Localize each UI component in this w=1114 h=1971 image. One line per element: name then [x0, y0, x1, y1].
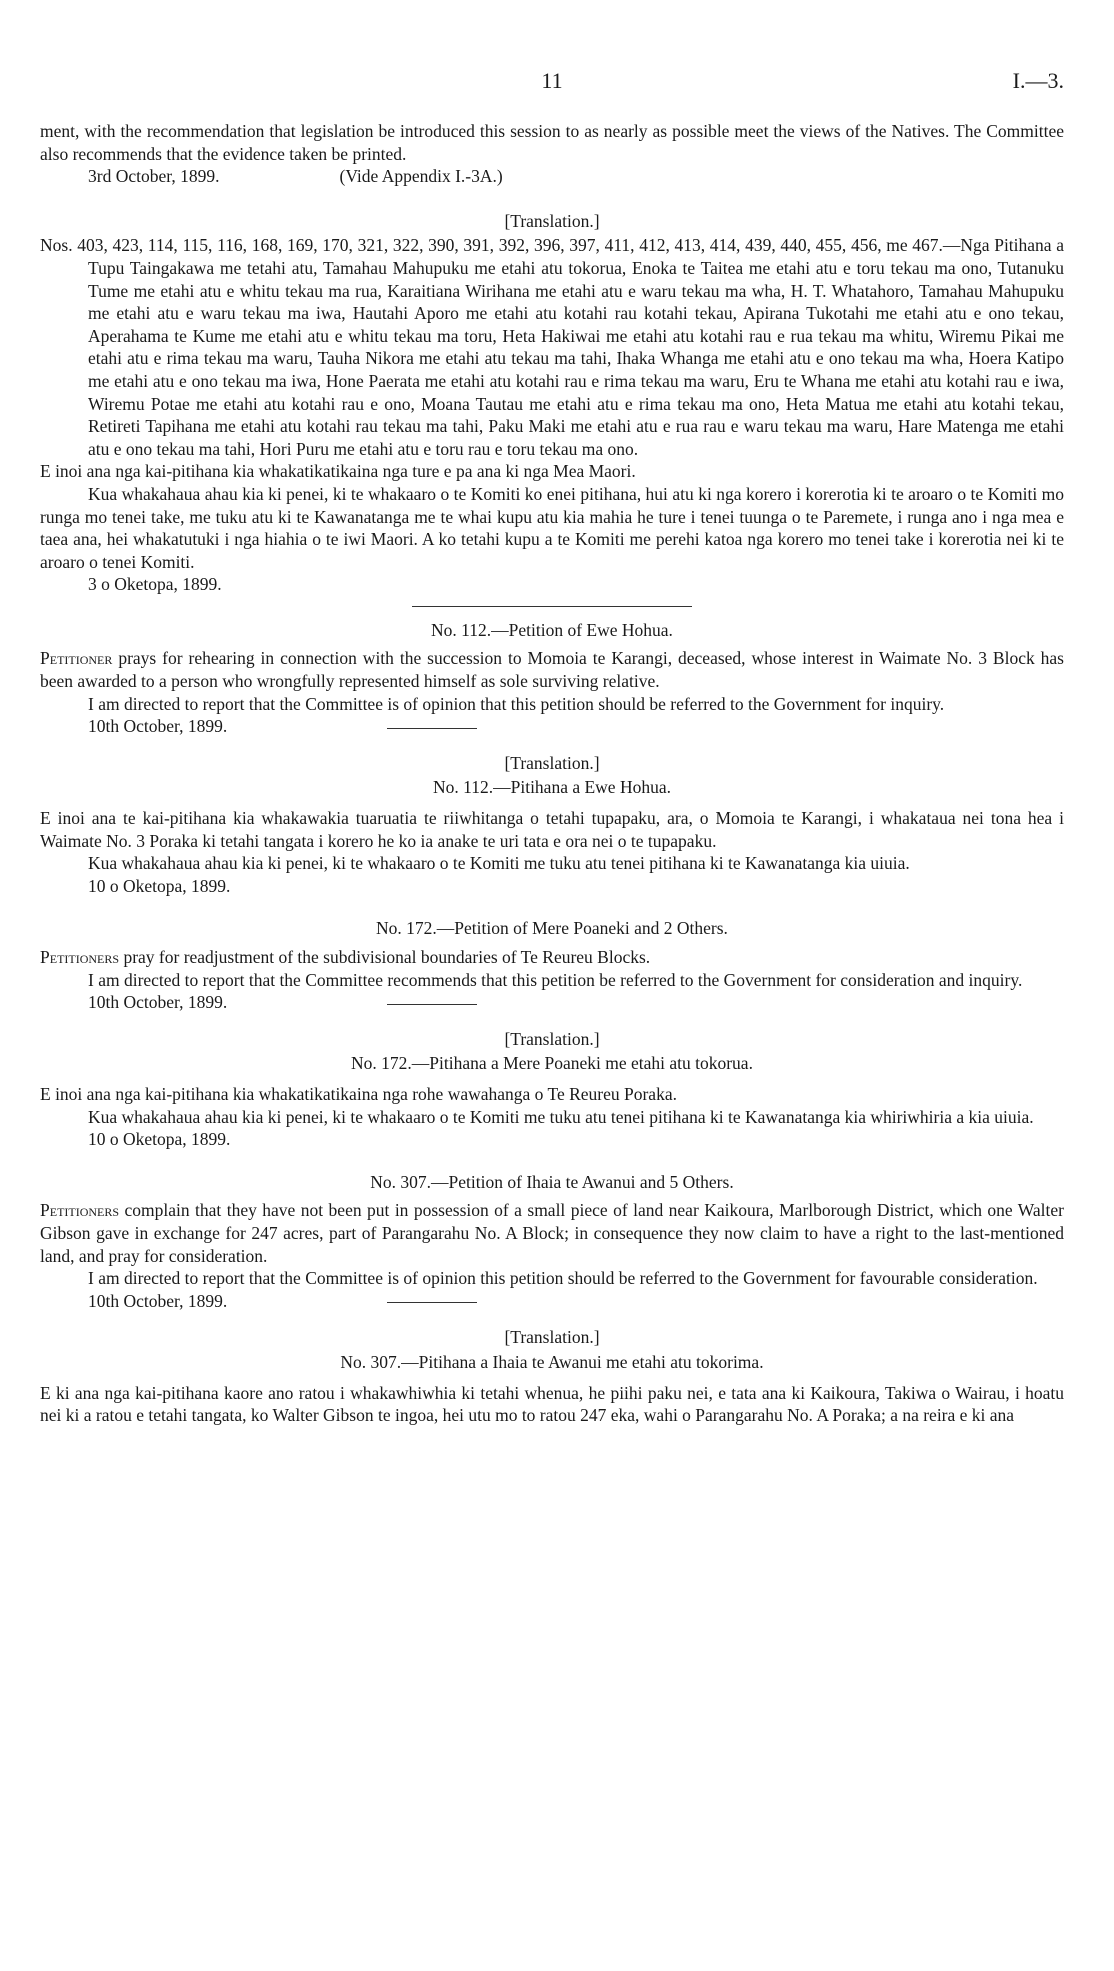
petitions-403-list: Nos. 403, 423, 114, 115, 116, 168, 169, 170, 321, 322, 390, 391, 392, 396, 397, 411, 412, 413, 414, 439, 440, 455, 456, me 467.—Nga Pitihana a Tupu Taingakawa me tetahi atu, Tamahau Mahupuku me etahi atu tokorua, Enoka te Taitea me etahi atu e toru tekau ma ono, Tutanuku Tume me etahi atu e whitu tekau ma rua, Karaitiana Wirihana me etahi atu e waru tekau ma wha, H. T. Whatahoro, Tamahau Mahupuku me etahi atu e waru tekau ma iwa, Hautahi Aporo me etahi atu kotahi rau kotahi tekau, Apirana Tukotahi me etahi atu e ono tekau, Aperahama te Kume me etahi atu e whitu tekau ma toru, Heta Hakiwai me etahi atu kotahi rau e rua tekau ma whitu, Wiremu Pikai me etahi atu e rima tekau ma waru, Tauha Nikora me etahi atu tekau ma tahi, Ihaka Whanga me etahi atu e ono tekau ma wha, Hoera Katipo me etahi atu e ono tekau ma iwa, Hone Paerata me etahi atu kotahi rau e rima tekau ma waru, Eru te Whana me etahi atu kotahi rau e iwa, Wiremu Potae me etahi atu kotahi rau e ono, Moana Tautau me etahi atu e rima tekau ma ono, Heta Matua me etahi atu kotahi tekau, Retireti Tapihana me etahi atu kotahi rau tekau ma tahi, Paku Maki me etahi atu e rua rau e waru tekau ma waru, Hare Matenga me etahi atu e ono tekau ma tahi, Hori Puru me etahi atu e toru rau e toru tekau ma ono. — [40, 235, 1064, 459]
section-divider — [412, 606, 692, 607]
intro-date-row — [40, 165, 1064, 188]
petition-112-translation-title: No. 112.—Pitihana a Ewe Hohua. — [433, 777, 671, 798]
petitioners-lead: Petitioners — [40, 1200, 120, 1221]
translation-label-112: [Translation.] — [504, 752, 600, 773]
petition-172-translation-body: E inoi ana nga kai-pitihana kia whakatikatikaina nga rohe wawahanga o Te Reureu Poraka. — [40, 1083, 677, 1104]
petition-112-translation-body: E inoi ana te kai-pitihana kia whakawakia tuaruatia te riiwhitanga o tetahi tupapaku, ara, o Momoia te Karangi, i whakataua nei tona hea i Waimate No. 3 Poraka ki tetahi tangata i korero he ko ia anake te uri tata e ora nei o te tupapaku. — [40, 808, 1064, 851]
petitions-403-prayer: E inoi ana nga kai-pitihana kia whakatikatikaina nga ture e pa ana ki nga Mea Maori. — [40, 461, 636, 482]
petition-307-date — [40, 1290, 1064, 1313]
petition-172-translation-date: 10 o Oketopa, 1899. — [88, 1129, 231, 1150]
petitions-403-date: 3 o Oketopa, 1899. — [88, 574, 222, 595]
petition-112-body-text: prays for rehearing in connection with the succession to Momoia te Karangi, deceased, whose interest in Waimate No. 3 Block has been awarded to a person who wrongfully represented himself as sole surviving relative. — [40, 648, 1064, 692]
short-divider — [387, 1302, 477, 1303]
petition-307-translation-body: E ki ana nga kai-pitihana kaore ano ratou i whakawhiwhia ki tetahi whenua, he piihi paku nei, e tata ana ki Kaikoura, Takiwa o Wairau, i hoatu nei ki a ratou e tetahi tangata, ko Walter Gibson te ingoa, hei utu mo to ratou 247 eka, wahi o Parangarahu No. A Poraka; a na reira e ki ana — [40, 1382, 1064, 1426]
petition-112-translation-report: Kua whakahaua ahau kia ki penei, ki te whakaaro o te Komiti me tuku atu tenei pitihana ki te Kawanatanga kia uiuia. — [88, 853, 910, 874]
petition-307-body-text: complain that they have not been put in possession of a small piece of land near Kaikoura, Marlborough District, which one Walter Gibson gave in exchange for 247 acres, part of Parangarahu No. A Block; in consequence they now claim to have a right to the last-mentioned land, and pray for consideration. — [40, 1200, 1064, 1266]
petitioner-lead: Petitioner — [40, 648, 113, 669]
page-header — [40, 70, 1064, 120]
petition-112-date-text: 10th October, 1899. — [88, 716, 228, 737]
petition-112-translation-date: 10 o Oketopa, 1899. — [88, 875, 231, 896]
petition-172-title: No. 172.—Petition of Mere Poaneki and 2 Others. — [376, 918, 728, 939]
petition-307-report: I am directed to report that the Committee is of opinion this petition should be referred to the Government for favourable consideration. — [88, 1268, 1038, 1289]
translation-label: [Translation.] — [504, 210, 600, 231]
petition-172-body — [40, 946, 1064, 969]
intro-date: 3rd October, 1899. — [88, 166, 220, 187]
short-divider — [387, 1004, 477, 1005]
petition-172-date — [40, 991, 1064, 1014]
petition-307-date-text: 10th October, 1899. — [88, 1290, 228, 1311]
petition-172-translation-title: No. 172.—Pitihana a Mere Poaneki me etahi atu tokorua. — [351, 1053, 753, 1074]
petition-172-date-text: 10th October, 1899. — [88, 992, 228, 1013]
petition-172-report: I am directed to report that the Committee recommends that this petition be referred to the Government for consideration and inquiry. — [88, 969, 1023, 990]
translation-label-307: [Translation.] — [504, 1327, 600, 1348]
translation-label-172: [Translation.] — [504, 1028, 600, 1049]
intro-paragraph: ment, with the recommendation that legislation be introduced this session to as nearly as possible meet the views of the Natives. The Committee also recommends that the evidence taken be printed. — [40, 121, 1064, 164]
page-number: 11 — [541, 68, 563, 93]
petitions-403-report: Kua whakahaua ahau kia ki penei, ki te whakaaro o te Komiti ko enei pitihana, hui atu ki nga korero i korerotia ki te aroaro o te Komiti mo runga mo tenei take, me tuku atu ki te Kawanatanga me te whai kupu atu kia mahia he ture i tenei tuunga o te Paremete, i runga ano i nga mea e taea ana, hei whakatutuki i nga hiahia o te iwi Maori. A ko tetahi kupu a te Komiti me perehi katoa nga korero mo tenei take i korerotia nei ki te aroaro o tenei Komiti. — [40, 483, 1064, 572]
petition-112-body — [40, 647, 1064, 692]
vide-appendix: (Vide Appendix I.-3A.) — [339, 166, 503, 187]
petition-307-body — [40, 1199, 1064, 1267]
petitioners-lead: Petitioners — [40, 947, 120, 967]
short-divider — [387, 728, 477, 729]
petition-307-translation-title: No. 307.—Pitihana a Ihaia te Awanui me etahi atu tokorima. — [340, 1351, 764, 1372]
petition-112-report: I am directed to report that the Committee is of opinion that this petition should be referred to the Government for inquiry. — [88, 693, 945, 714]
petition-172-body-text: pray for readjustment of the subdivisional boundaries of Te Reureu Blocks. — [119, 947, 651, 967]
document-page — [40, 0, 1064, 1427]
petition-172-translation-report: Kua whakahaua ahau kia ki penei, ki te whakaaro o te Komiti me tuku atu tenei pitihana ki te Kawanatanga kia whiriwhiria a kia uiuia. — [88, 1106, 1034, 1127]
petition-112-date — [40, 715, 1064, 738]
document-reference: I.—3. — [1012, 68, 1064, 93]
petition-112-title: No. 112.—Petition of Ewe Hohua. — [431, 619, 673, 640]
petition-307-title: No. 307.—Petition of Ihaia te Awanui and 5 Others. — [370, 1171, 734, 1192]
